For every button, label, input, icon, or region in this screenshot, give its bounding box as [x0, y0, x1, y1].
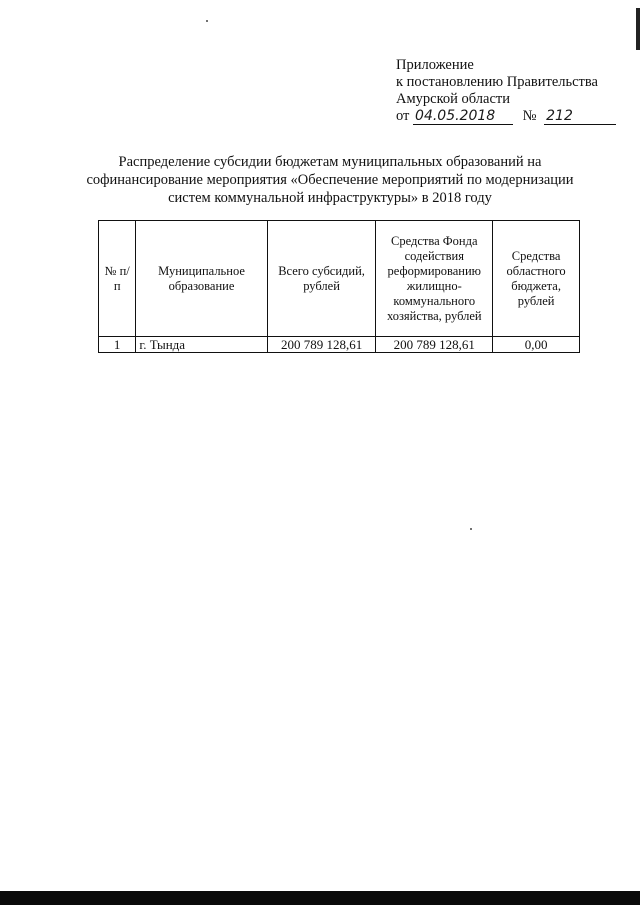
subsidy-table	[98, 220, 580, 353]
column-header-total-subsidy: Всего субсидий, рублей	[267, 221, 376, 337]
handwritten-number: 212	[544, 109, 616, 125]
date-number-line	[396, 108, 616, 125]
appendix-header	[396, 57, 616, 125]
title-line: софинансирование мероприятия «Обеспечение мероприятий по модернизации	[86, 172, 574, 188]
scan-speck	[470, 528, 472, 530]
cell-regional-budget: 0,00	[493, 337, 580, 353]
column-header-number: № п/п	[99, 221, 136, 337]
title-line: Распределение субсидии бюджетам муниципальных образований на	[118, 154, 542, 170]
cell-number: 1	[99, 337, 136, 353]
scan-edge-right	[636, 8, 640, 50]
title-line: систем коммунальной инфраструктуры» в 2018 году	[168, 190, 492, 206]
cell-total-subsidy: 200 789 128,61	[267, 337, 376, 353]
appendix-label: Приложение	[396, 57, 474, 73]
table-row	[99, 337, 580, 353]
column-header-regional-budget: Средства областного бюджета, рублей	[493, 221, 580, 337]
scan-speck	[206, 20, 208, 22]
scan-edge-bottom	[0, 891, 640, 905]
column-header-fund-means: Средства Фонда содействия реформированию жилищно-коммунального хозяйства, рублей	[376, 221, 493, 337]
column-header-municipality: Муниципальное образование	[136, 221, 267, 337]
resolution-ref: к постановлению Правительства	[396, 74, 598, 90]
handwritten-date: 04.05.2018	[413, 109, 513, 125]
region-name: Амурской области	[396, 91, 510, 107]
document-title	[70, 153, 590, 207]
date-prefix: от	[396, 108, 410, 124]
table-header-row	[99, 221, 580, 337]
cell-municipality: г. Тында	[136, 337, 267, 353]
number-sign: №	[522, 108, 537, 124]
cell-fund-means: 200 789 128,61	[376, 337, 493, 353]
